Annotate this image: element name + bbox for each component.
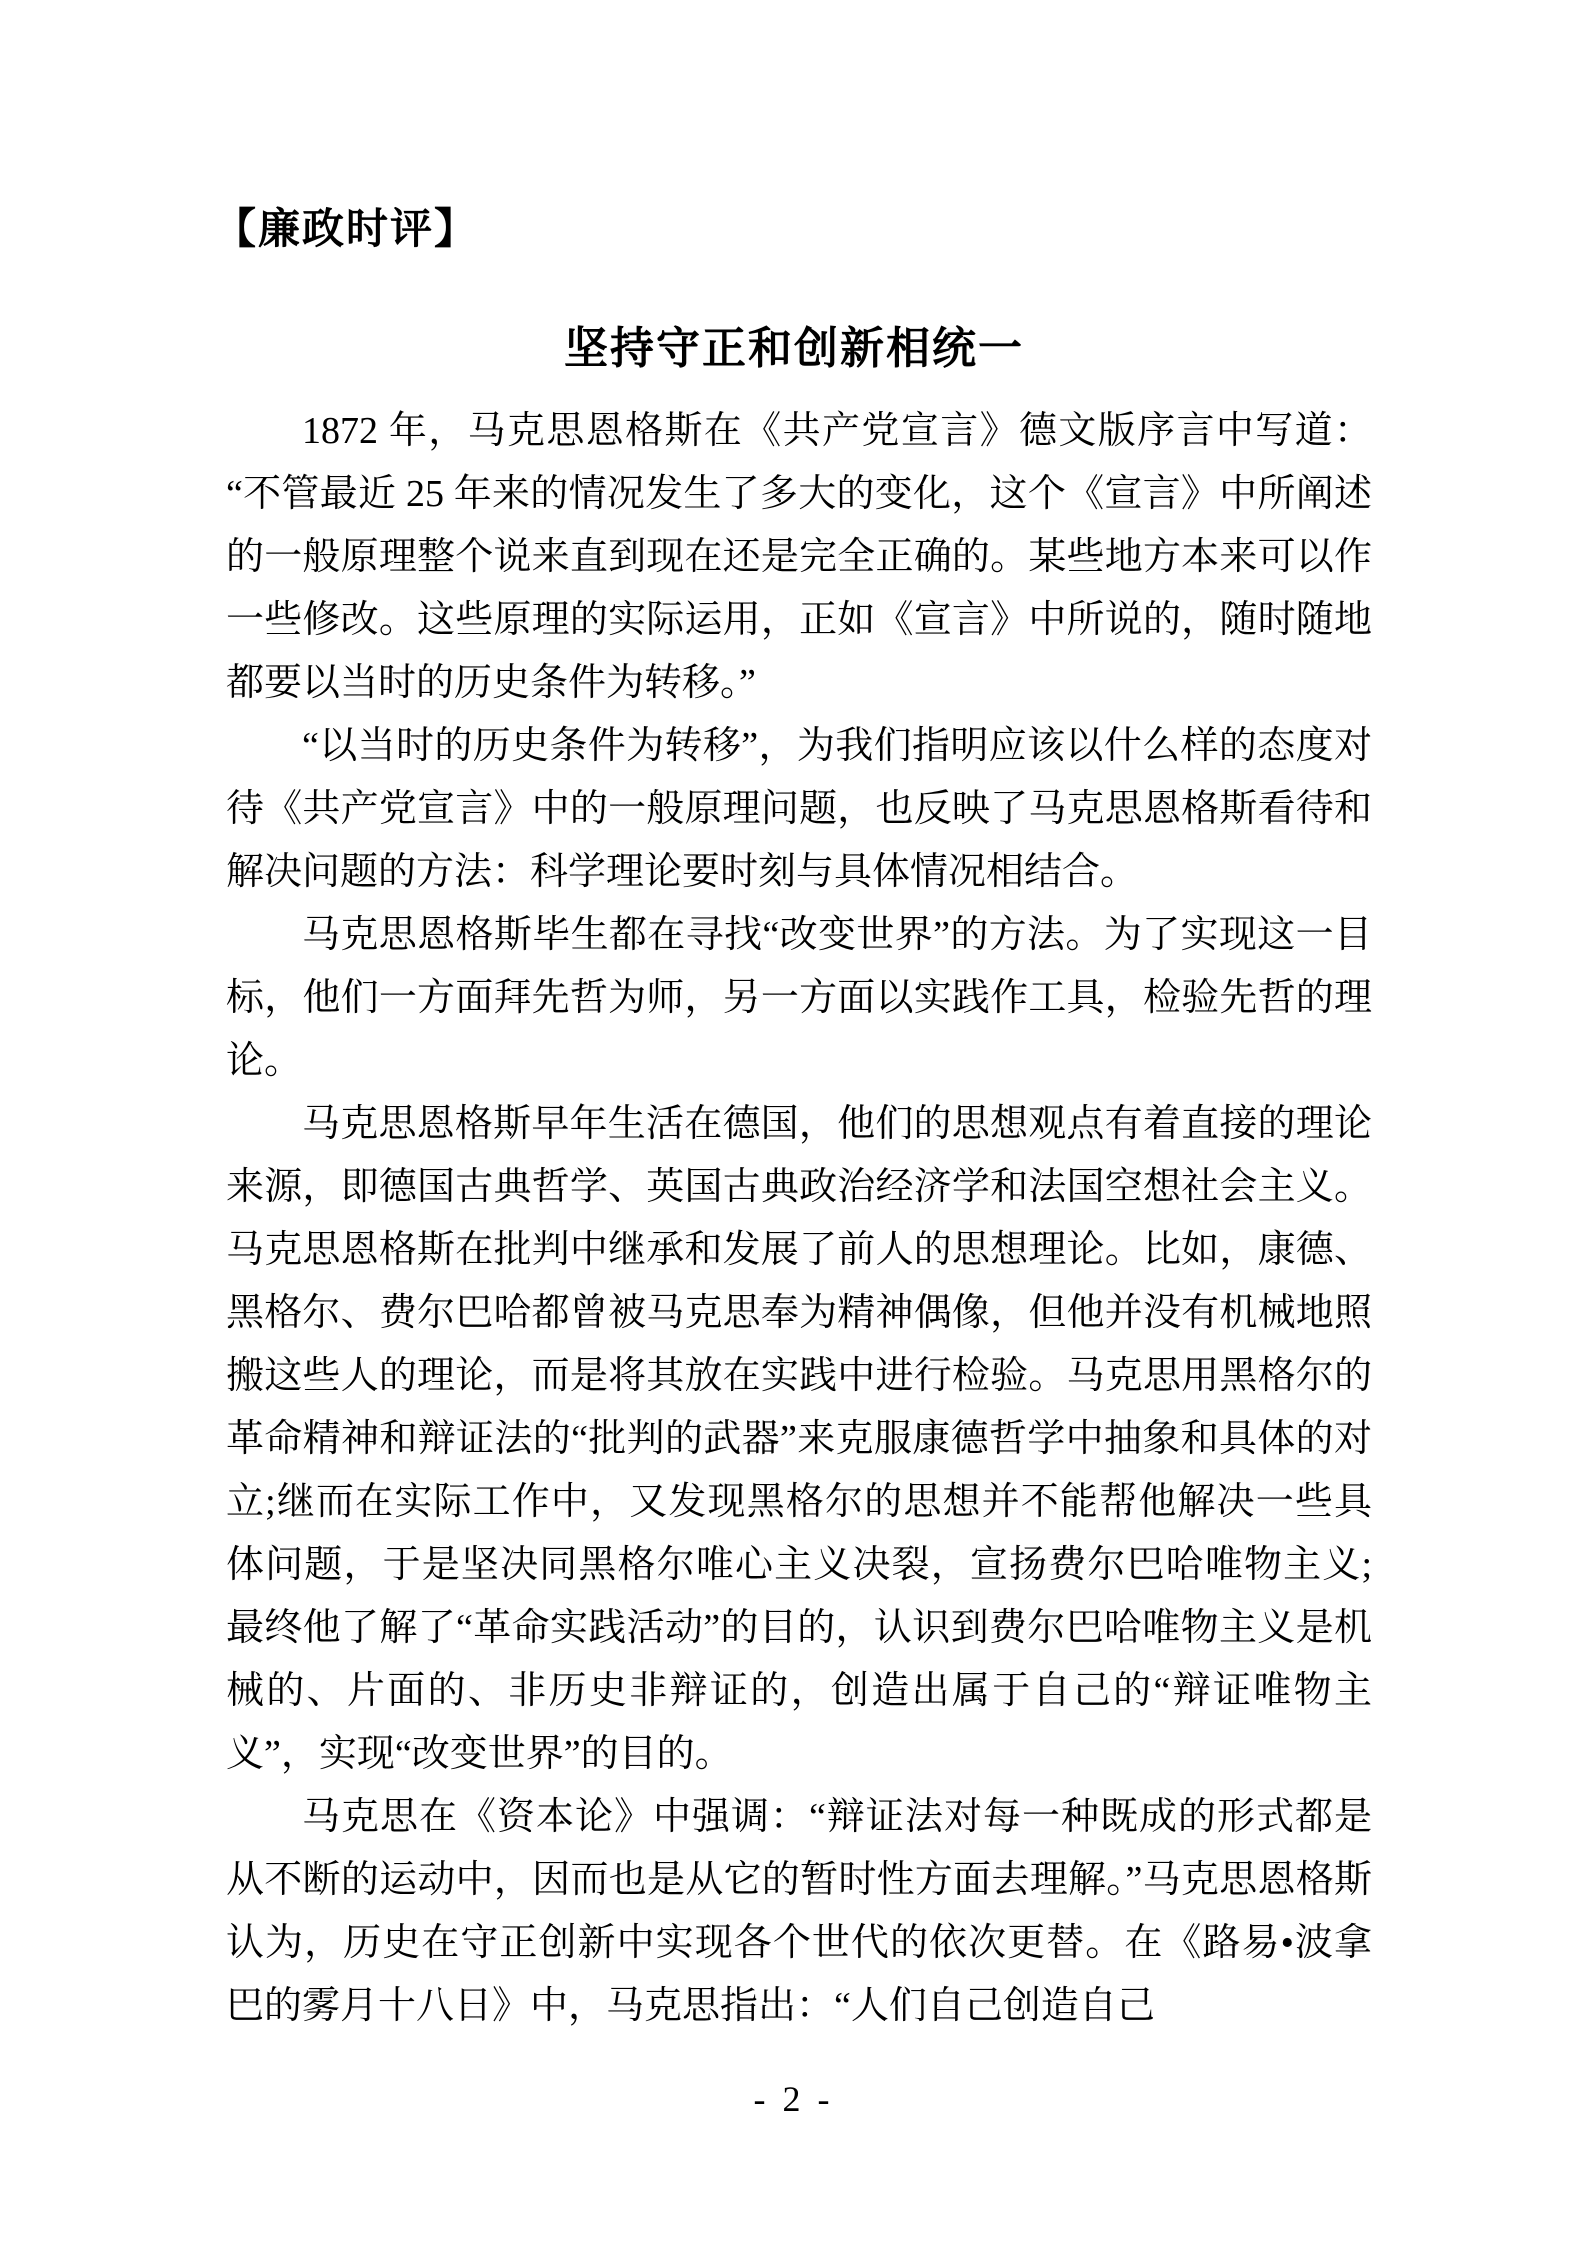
section-label: 【廉政时评】 xyxy=(214,207,479,253)
page-title: 坚持守正和创新相统一 xyxy=(564,324,1024,373)
paragraph: “以当时的历史条件为转移”，为我们指明应该以什么样的态度对待《共产党宣言》中的一般原理问题，也反映了马克思恩格斯看待和解决问题的方法：科学理论要时刻与具体情况相结合。 xyxy=(226,725,1372,893)
paragraph: 马克思恩格斯早年生活在德国，他们的思想观点有着直接的理论来源，即德国古典哲学、英国古典政治经济学和法国空想社会主义。马克思恩格斯在批判中继承和发展了前人的思想理论。比如，康德、黑格尔、费尔巴哈都曾被马克思奉为精神偶像，但他并没有机械地照搬这些人的理论，而是将其放在实践中进行检验。马克思用黑格尔的革命精神和辩证法的“批判的武器”来克服康德哲学中抽象和具体的对立;继而在实际工作中，又发现黑格尔的思想并不能帮他解决一些具体问题，于是坚决同黑格尔唯心主义决裂，宣扬费尔巴哈唯物主义;最终他了解了“革命实践活动”的目的，认识到费尔巴哈唯物主义是机械的、片面的、非历史非辩证的，创造出属于自己的“辩证唯物主义”，实现“改变世界”的目的。 xyxy=(226,1103,1372,1775)
paragraph: 马克思在《资本论》中强调：“辩证法对每一种既成的形式都是从不断的运动中，因而也是从它的暂时性方面去理解。”马克思恩格斯认为，历史在守正创新中实现各个世代的依次更替。在《路易•波拿巴的雾月十八日》中，马克思指出：“人们自己创造自己 xyxy=(226,1796,1372,2027)
paragraph: 1872 年，马克思恩格斯在《共产党宣言》德文版序言中写道：“不管最近 25 年来的情况发生了多大的变化，这个《宣言》中所阐述的一般原理整个说来直到现在还是完全正确的。某些地方本来可以作一些修改。这些原理的实际运用，正如《宣言》中所说的，随时随地都要以当时的历史条件为转移。” xyxy=(226,410,1372,704)
document-body xyxy=(226,400,1372,2038)
page-number: - 2 - xyxy=(753,2079,834,2119)
paragraph: 马克思恩格斯毕生都在寻找“改变世界”的方法。为了实现这一目标，他们一方面拜先哲为师，另一方面以实践作工具，检验先哲的理论。 xyxy=(226,914,1372,1082)
